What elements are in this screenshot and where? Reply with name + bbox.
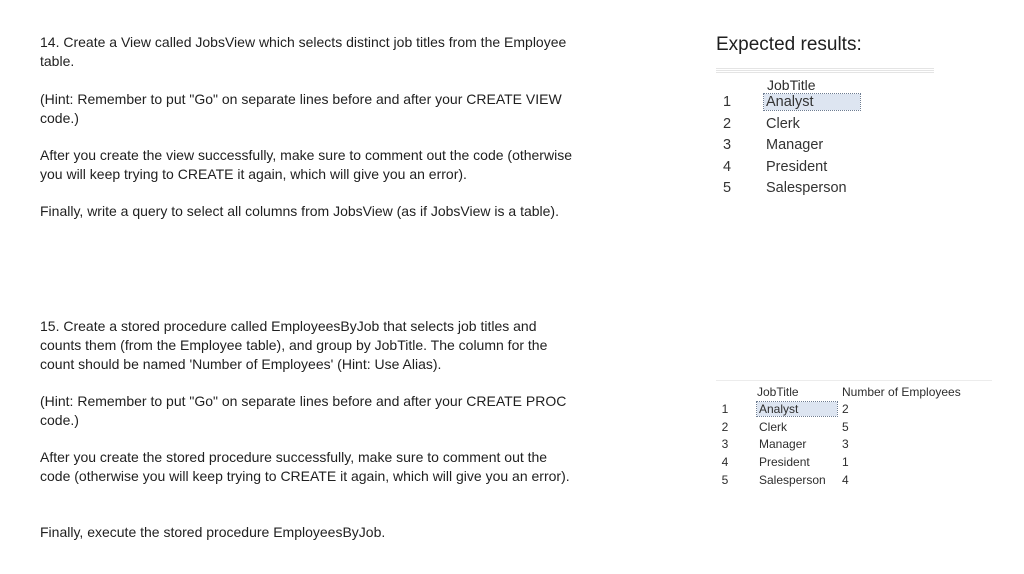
cell-count[interactable]: 1 [842,455,849,469]
cell-jobtitle[interactable]: Analyst [764,94,860,110]
cell-count[interactable]: 5 [842,420,849,434]
q15-final: Finally, execute the stored procedure EmployeesByJob. [40,524,386,540]
cell-jobtitle[interactable]: Analyst [757,402,837,416]
q14-comment-note: After you create the view successfully, make sure to comment out the code (otherwise you will keep trying to CREATE it again, which will give you an error). [40,147,572,182]
row-number: 5 [721,473,729,487]
row-number: 4 [721,455,729,469]
cell-jobtitle[interactable]: President [766,159,828,175]
column-header-jobtitle: JobTitle [767,77,816,93]
row-number: 2 [721,420,729,434]
q15-comment-note: After you create the stored procedure successfully, make sure to comment out the code (otherwise you will keep trying to CREATE it again, which will give you an error). [40,449,570,484]
row-number: 3 [722,137,732,153]
cell-jobtitle[interactable]: Manager [759,437,807,451]
table-row [716,159,936,180]
table-row [716,420,996,437]
row-number: 1 [722,94,732,110]
row-number: 5 [722,180,732,196]
row-number: 2 [722,116,732,132]
expected-results-title: Expected results: [716,34,862,55]
cell-count[interactable]: 4 [842,473,849,487]
column-header-jobtitle: JobTitle [757,385,799,399]
table-row [716,402,996,419]
grid-divider [716,380,992,381]
row-number: 3 [721,437,729,451]
table-row [716,473,996,490]
table-row [716,116,936,137]
table-row [716,455,996,472]
q14-hint: (Hint: Remember to put "Go" on separate lines before and after your CREATE VIEW code.) [40,91,562,126]
cell-count[interactable]: 3 [842,437,849,451]
cell-jobtitle[interactable]: Salesperson [766,180,847,196]
cell-jobtitle[interactable]: Salesperson [759,473,826,487]
table-row [716,137,936,158]
q15-hint: (Hint: Remember to put "Go" on separate lines before and after your CREATE PROC code.) [40,393,567,428]
table-row [716,94,936,115]
cell-count[interactable]: 2 [842,402,849,416]
cell-jobtitle[interactable]: Manager [766,137,824,153]
q15-text: 15. Create a stored procedure called EmployeesByJob that selects job titles and counts them (from the Employee table), and group by JobTitle. The column for the count should be named 'Number of Employees' (Hint: Use Alias). [40,318,548,372]
table-row [716,437,996,454]
cell-jobtitle[interactable]: Clerk [759,420,788,434]
row-number: 4 [722,159,732,175]
q14-text: 14. Create a View called JobsView which selects distinct job titles from the Employee table. [40,34,567,69]
table-row [716,180,936,201]
column-header-number-of-employees: Number of Employees [842,385,961,399]
q14-final: Finally, write a query to select all columns from JobsView (as if JobsView is a table). [40,203,559,219]
row-number: 1 [721,402,729,416]
grid-divider [716,68,934,74]
cell-jobtitle[interactable]: President [759,455,810,469]
cell-jobtitle[interactable]: Clerk [766,116,800,132]
